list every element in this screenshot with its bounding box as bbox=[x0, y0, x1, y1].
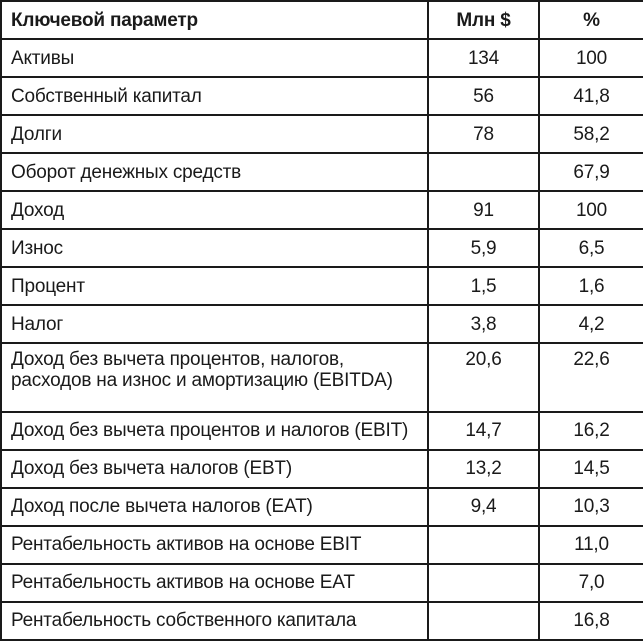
header-param: Ключевой параметр bbox=[1, 1, 428, 39]
table-row bbox=[1, 153, 643, 191]
cell-mln: 14,7 bbox=[428, 412, 539, 450]
cell-param: Доход без вычета процентов и налогов (EBIT) bbox=[1, 412, 428, 450]
header-mln: Млн $ bbox=[428, 1, 539, 39]
cell-param: Доход после вычета налогов (EAT) bbox=[1, 488, 428, 526]
cell-mln: 9,4 bbox=[428, 488, 539, 526]
cell-pct: 58,2 bbox=[539, 115, 643, 153]
cell-param: Рентабельность собственного капитала bbox=[1, 602, 428, 640]
cell-mln: 13,2 bbox=[428, 450, 539, 488]
cell-param: Налог bbox=[1, 305, 428, 343]
table-row bbox=[1, 115, 643, 153]
cell-param: Собственный капитал bbox=[1, 77, 428, 115]
cell-pct: 67,9 bbox=[539, 153, 643, 191]
cell-param: Оборот денежных средств bbox=[1, 153, 428, 191]
cell-mln: 56 bbox=[428, 77, 539, 115]
cell-mln bbox=[428, 153, 539, 191]
cell-param: Доход без вычета процентов, налогов, расходов на износ и амортизацию (EBITDA) bbox=[1, 343, 428, 412]
cell-param: Процент bbox=[1, 267, 428, 305]
table-row bbox=[1, 488, 643, 526]
cell-pct: 1,6 bbox=[539, 267, 643, 305]
cell-mln: 20,6 bbox=[428, 343, 539, 412]
table-row bbox=[1, 412, 643, 450]
cell-pct: 16,8 bbox=[539, 602, 643, 640]
cell-param: Доход без вычета налогов (EBT) bbox=[1, 450, 428, 488]
table-row bbox=[1, 191, 643, 229]
table-row bbox=[1, 305, 643, 343]
table-header-row bbox=[1, 1, 643, 39]
cell-pct: 41,8 bbox=[539, 77, 643, 115]
cell-pct: 100 bbox=[539, 191, 643, 229]
cell-mln bbox=[428, 564, 539, 602]
cell-pct: 22,6 bbox=[539, 343, 643, 412]
cell-mln: 78 bbox=[428, 115, 539, 153]
cell-mln: 134 bbox=[428, 39, 539, 77]
table-row bbox=[1, 526, 643, 564]
cell-pct: 14,5 bbox=[539, 450, 643, 488]
cell-pct: 4,2 bbox=[539, 305, 643, 343]
cell-param: Рентабельность активов на основе EAT bbox=[1, 564, 428, 602]
cell-pct: 11,0 bbox=[539, 526, 643, 564]
cell-param: Износ bbox=[1, 229, 428, 267]
table-row bbox=[1, 267, 643, 305]
table-row bbox=[1, 229, 643, 267]
cell-mln: 1,5 bbox=[428, 267, 539, 305]
table-row bbox=[1, 77, 643, 115]
cell-param: Долги bbox=[1, 115, 428, 153]
cell-pct: 6,5 bbox=[539, 229, 643, 267]
cell-mln: 5,9 bbox=[428, 229, 539, 267]
cell-mln: 91 bbox=[428, 191, 539, 229]
table-row bbox=[1, 39, 643, 77]
cell-pct: 100 bbox=[539, 39, 643, 77]
cell-param: Активы bbox=[1, 39, 428, 77]
cell-mln: 3,8 bbox=[428, 305, 539, 343]
cell-mln bbox=[428, 526, 539, 564]
cell-pct: 7,0 bbox=[539, 564, 643, 602]
table-row bbox=[1, 564, 643, 602]
header-pct: % bbox=[539, 1, 643, 39]
cell-param: Доход bbox=[1, 191, 428, 229]
table-row bbox=[1, 343, 643, 412]
table-row bbox=[1, 602, 643, 640]
table-row bbox=[1, 450, 643, 488]
cell-mln bbox=[428, 602, 539, 640]
cell-param: Рентабельность активов на основе EBIT bbox=[1, 526, 428, 564]
cell-pct: 10,3 bbox=[539, 488, 643, 526]
cell-pct: 16,2 bbox=[539, 412, 643, 450]
